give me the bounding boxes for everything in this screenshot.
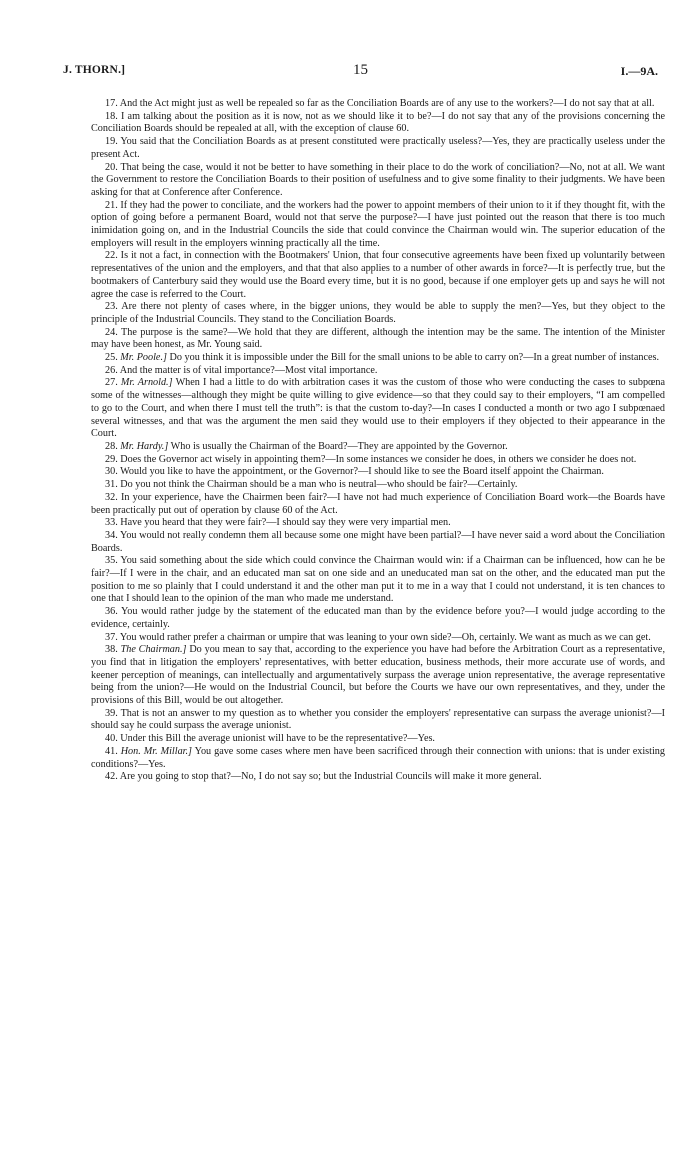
- paragraph: [91, 250, 665, 301]
- paragraph-text: Are there not plenty of cases where, in the bigger unions, they would be able to supply the men?—Yes, but they object to the principle of the Industrial Councils. They stand to the Conciliation Boards.: [91, 301, 666, 325]
- speaker-label: Hon. Mr. Millar.]: [120, 745, 193, 757]
- paragraph-number: 39.: [105, 707, 118, 719]
- paragraph-text: When I had a little to do with arbitration cases it was the custom of those who were conducting the cases to subpœna some of the witnesses—although they might be quite willing to give evidence—so that they could say to their employers, “I am compelled to go to the Court, and when there I must tell the truth”: is that the custom to-day?—In cases I conducted a month or two ago I subpœnaed several witnesses, and that was the argument the men said they would use to their employers if they objected to their appearance in the Court.: [91, 377, 666, 440]
- paragraph-number: 21.: [105, 199, 118, 211]
- paragraph: [91, 606, 665, 631]
- page-header: [63, 62, 658, 82]
- paragraph-text: Does the Governor act wisely in appointing them?—In some instances we consider he does, in others we consider he does not.: [120, 453, 637, 465]
- paragraph-number: 20.: [105, 161, 118, 173]
- paragraph-number: 32.: [105, 491, 118, 503]
- paragraph-number: 42.: [105, 771, 118, 783]
- paragraph-number: 18.: [105, 110, 118, 122]
- paragraph: [91, 555, 665, 606]
- paragraph-text: Are you going to stop that?—No, I do not say so; but the Industrial Councils will make it more general.: [119, 771, 542, 783]
- paragraph: [91, 517, 665, 530]
- paragraph-number: 29.: [105, 453, 118, 465]
- paragraph-number: 22.: [105, 250, 118, 262]
- page-number: 15: [353, 62, 368, 78]
- paragraph-text: You gave some cases where men have been sacrificed through their connection with unions: that is under existing conditions?—Yes.: [91, 745, 665, 770]
- paragraph-number: 36.: [105, 606, 118, 618]
- paragraph-text: You would not really condemn them all because some one might have been partial?—I have never said a word about the Conciliation Boards.: [91, 529, 666, 554]
- paragraph: [91, 365, 665, 378]
- paragraph: [91, 162, 665, 200]
- paragraph-number: 40.: [105, 733, 118, 745]
- paragraph-text: You would rather judge by the statement of the educated man than by the evidence before you?—I would judge according to the evidence, certainly.: [91, 606, 665, 630]
- paragraph-number: 33.: [105, 517, 118, 529]
- paragraph: [91, 644, 665, 708]
- paragraph: [91, 352, 665, 365]
- paragraph-text: And the matter is of vital importance?—Most vital importance.: [119, 364, 378, 376]
- paragraph-number: 35.: [105, 555, 118, 567]
- paragraph: [91, 479, 665, 492]
- header-witness-name: J. THORN.]: [63, 64, 126, 76]
- paragraph: [91, 327, 665, 352]
- paragraph: [91, 746, 665, 771]
- paragraph: [91, 771, 665, 784]
- speaker-label: Mr. Poole.]: [120, 352, 167, 364]
- paragraph-text: Do you not think the Chairman should be a man who is neutral—who should be fair?—Certainly.: [120, 479, 518, 491]
- paragraph-text: I am talking about the position as it is now, not as we should like it to be?—I do not say that any of the provisions concerning the Conciliation Boards should be repealed at all, with the exception of clause 60.: [91, 110, 666, 135]
- paragraph: [91, 441, 665, 454]
- paragraph-number: 30.: [105, 466, 118, 478]
- paragraph: [91, 466, 665, 479]
- paragraph-text: Who is usually the Chairman of the Board?—They are appointed by the Governor.: [170, 440, 508, 452]
- paragraph: [91, 111, 665, 136]
- paragraph-number: 34.: [105, 529, 118, 541]
- paragraph-number: 31.: [105, 479, 118, 491]
- paragraph-number: 23.: [105, 301, 118, 313]
- document-reference: I.—9A.: [620, 64, 658, 78]
- paragraph-number: 26.: [105, 364, 118, 376]
- paragraph-number: 19.: [105, 136, 118, 148]
- paragraph-number: 38.: [105, 644, 118, 656]
- paragraph: [91, 708, 665, 733]
- paragraph: [91, 632, 665, 645]
- paragraph: [91, 200, 665, 251]
- paragraph-text: You would rather prefer a chairman or umpire that was leaning to your own side?—Oh, certainly. We want as much as we can get.: [119, 631, 651, 643]
- speaker-label: Mr. Arnold.]: [120, 377, 173, 389]
- page-body: [91, 98, 666, 784]
- paragraph-text: You said something about the side which could convince the Chairman would win: if a Chairman can be influenced, how can he be fair?—If I were in the chair, and an educated man sat on one side and an uneducated man sat on the other, and the educated man put the position to me so plainly that I could understand it and the other man put it to me in a way that I could not understand, it is ten chances to one that I should lean to the opinion of the man who made me understand.: [91, 555, 666, 605]
- paragraph-number: 37.: [105, 631, 118, 643]
- paragraph-text: And the Act might just as well be repealed so far as the Conciliation Boards are of any use to the workers?—I do not say that at all.: [119, 98, 655, 109]
- paragraph: [91, 136, 665, 161]
- paragraph-text: Do you think it is impossible under the Bill for the small unions to be able to carry on?—In a great number of instances.: [169, 352, 659, 364]
- paragraph-text: That is not an answer to my question as to whether you consider the employers' representative can surpass the average unionist?—I should say he could surpass the average unionist.: [91, 707, 665, 732]
- paragraph: [91, 733, 665, 746]
- paragraph-text: That being the case, would it not be better to have something in their place to do the work of conciliation?—No, not at all. We want the Government to restore the Conciliation Boards to their position of usefulness and to give some finality to their judgments. We have been asking for that at Conference after Conference.: [91, 161, 665, 198]
- speaker-label: Mr. Hardy.]: [120, 440, 169, 452]
- paragraph: [91, 301, 665, 326]
- paragraph-text: The purpose is the same?—We hold that they are different, although the intention may be the same. The intention of the Minister may have been honest, as Mr. Young said.: [91, 326, 665, 351]
- speaker-label: The Chairman.]: [120, 644, 187, 656]
- paragraph-number: 41.: [105, 745, 118, 757]
- paragraph-number: 17.: [105, 98, 118, 109]
- paragraph-text: You said that the Conciliation Boards as at present constituted were practically useless?—Yes, they are practically useless under the present Act.: [91, 136, 665, 160]
- paragraph-number: 25.: [105, 352, 118, 364]
- paragraph-text: Is it not a fact, in connection with the Bootmakers' Union, that four consecutive agreements have been fixed up voluntarily between representatives of the union and the employers, and that that also applies to a number of other awards in force?—It is perfectly true, but the bootmakers of Canterbury said they would use the Board every time, but it is no good, because if one employer gets up and says he will not agree the case is referred to the Court.: [91, 250, 665, 300]
- paragraph-number: 27.: [105, 377, 118, 389]
- paragraph-number: 24.: [105, 326, 118, 338]
- paragraph: [91, 530, 665, 555]
- paragraph-text: Under this Bill the average unionist will have to be the representative?—Yes.: [120, 733, 435, 745]
- paragraph-text: If they had the power to conciliate, and the workers had the power to appoint members of their union to it if they thought fit, with the option of going before a permanent Board, would not that serve the purpose?—I have just pointed out the reason that there is too much inimidation going on, and in the Industrial Councils the side that could convince the Chairman would win. The superior education of the employers will result in the employers winning practically all the time.: [91, 199, 665, 249]
- paragraph-text: Would you like to have the appointment, or the Governor?—I should like to see the Board itself appoint the Chairman.: [120, 466, 604, 478]
- paragraph-number: 28.: [105, 440, 118, 452]
- paragraph: [91, 454, 665, 467]
- paragraph-text: Do you mean to say that, according to the experience you have had before the Arbitration Court as a representative, you find that in litigation the employers' representatives, with better education, business methods, their more accurate use of words, and keener perception of meanings, can intellectually and argumentatively surpass the average union representative, the average representative being from the union?—He would on the Industrial Council, but before the Courts we have our own representatives, and they, under the provisions of this Bill, would be out altogether.: [91, 644, 665, 707]
- paragraph: [91, 98, 665, 111]
- paragraph: [91, 492, 665, 517]
- paragraph-text: In your experience, have the Chairmen been fair?—I have not had much experience of Conciliation Board work—the Boards have been practically put out of operation by clause 60 of the Act.: [91, 491, 665, 516]
- paragraph-text: Have you heard that they were fair?—I should say they were very impartial men.: [120, 517, 451, 529]
- paragraph: [91, 377, 665, 441]
